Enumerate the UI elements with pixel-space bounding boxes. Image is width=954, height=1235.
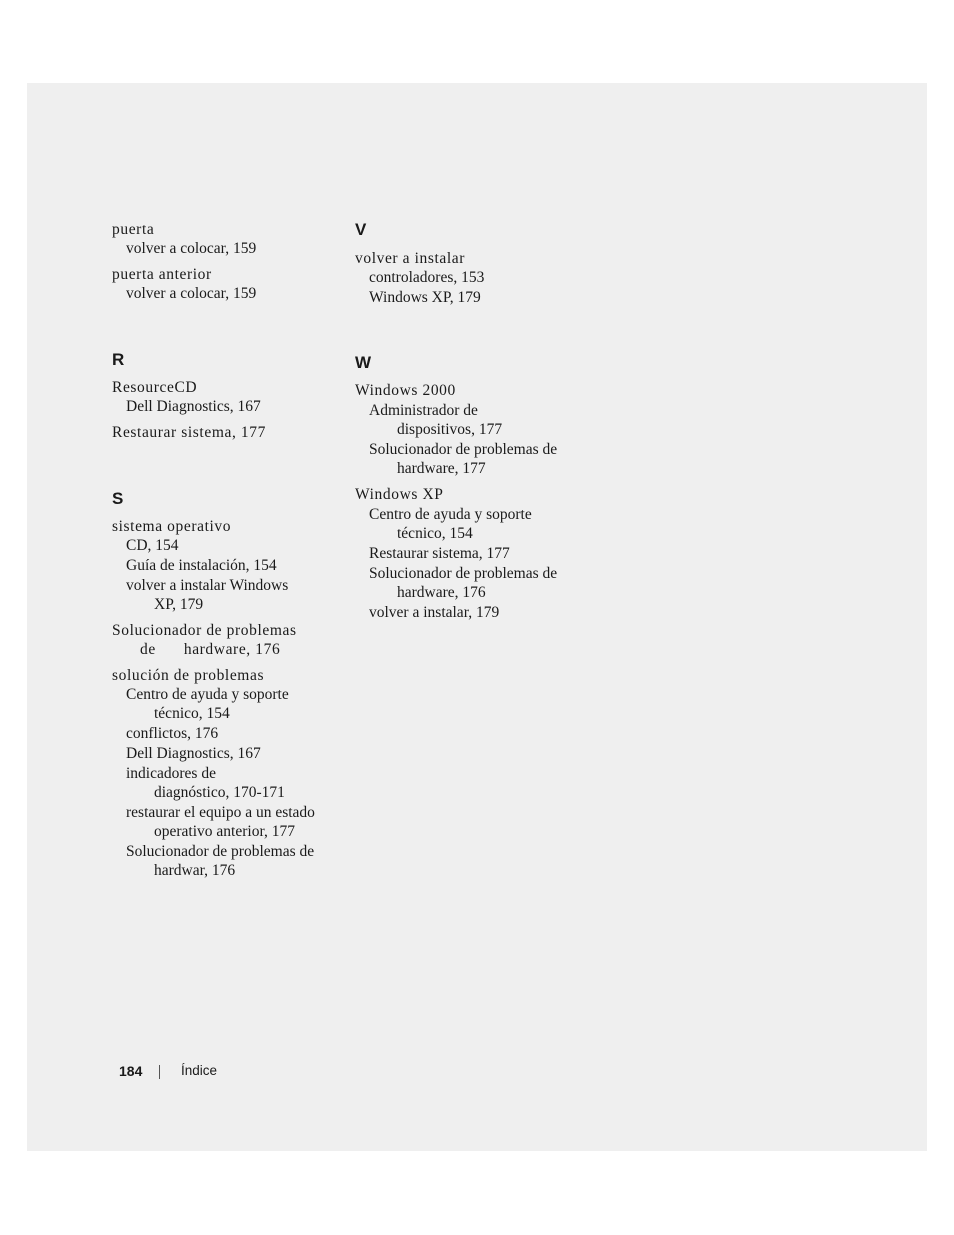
index-subentry: indicadores de diagnóstico, 170-171 <box>126 765 285 801</box>
index-entry: puerta <box>112 221 155 238</box>
index-entry: solución de problemas <box>112 667 265 684</box>
index-group-r <box>112 350 337 442</box>
index-letter-heading: V <box>355 220 367 239</box>
index-subentry: Dell Diagnostics, 167 <box>126 745 261 762</box>
index-entry: Windows 2000 <box>355 382 456 399</box>
index-entry: Solucionador de problemas de hardware, 176 <box>112 622 297 658</box>
index-subentry: Centro de ayuda y soporte técnico, 154 <box>126 686 289 722</box>
index-subentry: Solucionador de problemas de hardware, 176 <box>369 565 558 601</box>
index-group-p <box>112 220 337 303</box>
index-group-s <box>112 489 337 880</box>
page-footer <box>119 1063 218 1079</box>
index-subentry: Restaurar sistema, 177 <box>369 545 510 562</box>
index-subentry: Centro de ayuda y soporte técnico, 154 <box>369 506 532 542</box>
page-number: 184 <box>119 1063 143 1079</box>
index-subentry: Administrador de dispositivos, 177 <box>369 402 503 438</box>
index-entry: puerta anterior <box>112 266 212 283</box>
index-subentry: volver a instalar, 179 <box>369 604 500 621</box>
index-subentry: Solucionador de problemas de hardware, 177 <box>369 441 558 477</box>
index-subentry: Windows XP, 179 <box>369 289 481 306</box>
section-title: Índice <box>181 1063 218 1078</box>
index-entry: ResourceCD <box>112 379 198 396</box>
index-entry: volver a instalar <box>355 250 466 267</box>
index-letter-heading: S <box>112 489 124 508</box>
index-subentry: restaurar el equipo a un estado operativo anterior, 177 <box>126 804 315 840</box>
index-letter-heading: R <box>112 350 125 369</box>
index-subentry: volver a colocar, 159 <box>126 240 257 257</box>
index-subentry: volver a colocar, 159 <box>126 285 257 302</box>
index-subentry: CD, 154 <box>126 537 179 554</box>
index-subentry: volver a instalar Windows XP, 179 <box>126 577 289 613</box>
index-group-w <box>355 353 595 622</box>
index-subentry: conflictos, 176 <box>126 725 219 742</box>
index-subentry: controladores, 153 <box>369 269 485 286</box>
index-subentry: Dell Diagnostics, 167 <box>126 398 261 415</box>
index-entry: sistema operativo <box>112 518 232 535</box>
index-letter-heading: W <box>355 353 372 372</box>
index-entry: Restaurar sistema, 177 <box>112 424 266 441</box>
index-page <box>27 83 927 1151</box>
footer-divider <box>159 1065 160 1079</box>
index-group-v <box>355 220 595 307</box>
index-subentry: Solucionador de problemas de hardwar, 176 <box>126 843 315 879</box>
index-entry: Windows XP <box>355 486 444 503</box>
index-subentry: Guía de instalación, 154 <box>126 557 277 574</box>
